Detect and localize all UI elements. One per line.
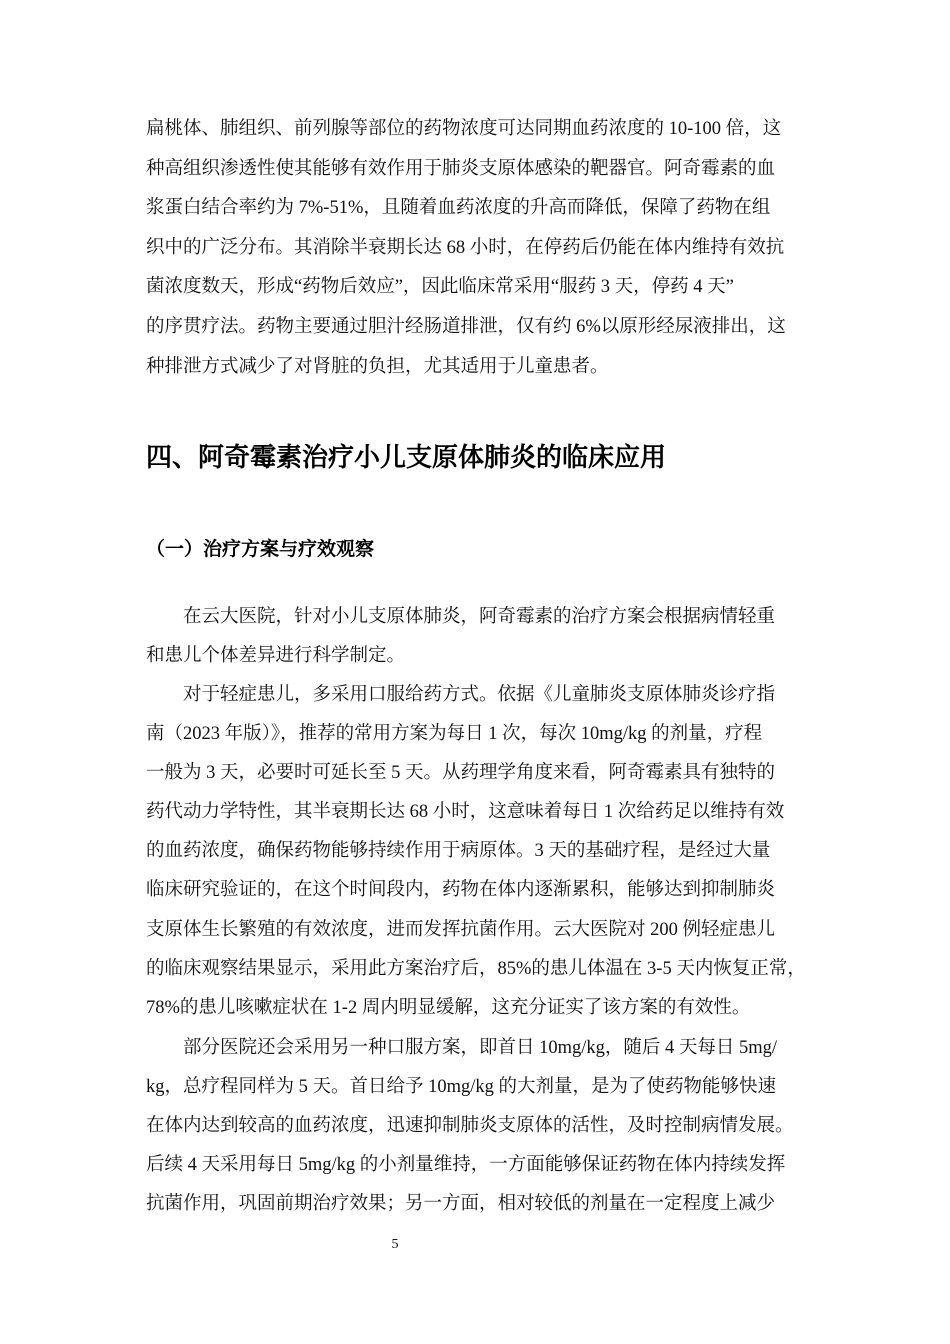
page-number: 5 [391,1237,399,1252]
text-line: 南（2023 年版）》，推荐的常用方案为每日 1 次，每次 10mg/kg 的剂量，疗程 [146,724,763,744]
text-line: 的临床观察结果显示，采用此方案治疗后，85%的患儿体温在 3-5 天内恢复正常， [146,959,806,979]
text-line: 在云大医院，针对小儿支原体肺炎，阿奇霉素的治疗方案会根据病情轻重 [183,607,776,627]
text-line: 浆蛋白结合率约为 7%-51%，且随着血药浓度的升高而降低，保障了药物在组 [146,198,771,218]
text-line: 的血药浓度，确保药物能够持续作用于病原体。3 天的基础疗程，是经过大量 [146,841,771,861]
text-line: 的序贯疗法。药物主要通过胆汁经肠道排泄，仅有约 6%以原形经尿液排出，这 [146,317,786,337]
text-line: 药代动力学特性，其半衰期长达 68 小时，这意味着每日 1 次给药足以维持有效 [146,802,785,822]
text-line: 在体内达到较高的血药浓度，迅速抑制肺炎支原体的活性，及时控制病情发展。 [146,1116,794,1136]
text-line: 抗菌作用，巩固前期治疗效果；另一方面，相对较低的剂量在一定程度上减少 [146,1194,776,1214]
subsection-heading: （一）治疗方案与疗效观察 [146,538,375,560]
text-line: 临床研究验证的，在这个时间段内，药物在体内逐渐累积，能够达到抑制肺炎 [146,880,776,900]
text-line: 和患儿个体差异进行科学制定。 [146,646,406,666]
text-line: 后续 4 天采用每日 5mg/kg 的小剂量维持，一方面能够保证药物在体内持续发挥 [146,1155,786,1175]
text-line: 一般为 3 天，必要时可延长至 5 天。从药理学角度来看，阿奇霉素具有独特的 [146,763,776,783]
text-line: 部分医院还会采用另一种口服方案，即首日 10mg/kg，随后 4 天每日 5mg/ [183,1038,778,1058]
text-line: 种高组织渗透性使其能够有效作用于肺炎支原体感染的靶器官。阿奇霉素的血 [146,159,776,179]
text-line: 扁桃体、肺组织、前列腺等部位的药物浓度可达同期血药浓度的 10-100 倍，这 [146,119,782,139]
text-line: kg，总疗程同样为 5 天。首日给予 10mg/kg 的大剂量，是为了使药物能够快速 [146,1077,777,1097]
text-line: 织中的广泛分布。其消除半衰期长达 68 小时，在停药后仍能在体内维持有效抗 [146,238,785,258]
text-line: 支原体生长繁殖的有效浓度，进而发挥抗菌作用。云大医院对 200 例轻症患儿 [146,920,776,940]
text-line: 菌浓度数天，形成“药物后效应”，因此临床常采用“服药 3 天，停药 4 天” [146,277,734,297]
section-heading: 四、阿奇霉素治疗小儿支原体肺炎的临床应用 [146,443,667,473]
text-line: 种排泄方式减少了对肾脏的负担，尤其适用于儿童患者。 [146,357,609,377]
text-line: 对于轻症患儿，多采用口服给药方式。依据《儿童肺炎支原体肺炎诊疗指 [183,685,776,705]
text-line: 78%的患儿咳嗽症状在 1-2 周内明显缓解，这充分证实了该方案的有效性。 [146,998,751,1018]
